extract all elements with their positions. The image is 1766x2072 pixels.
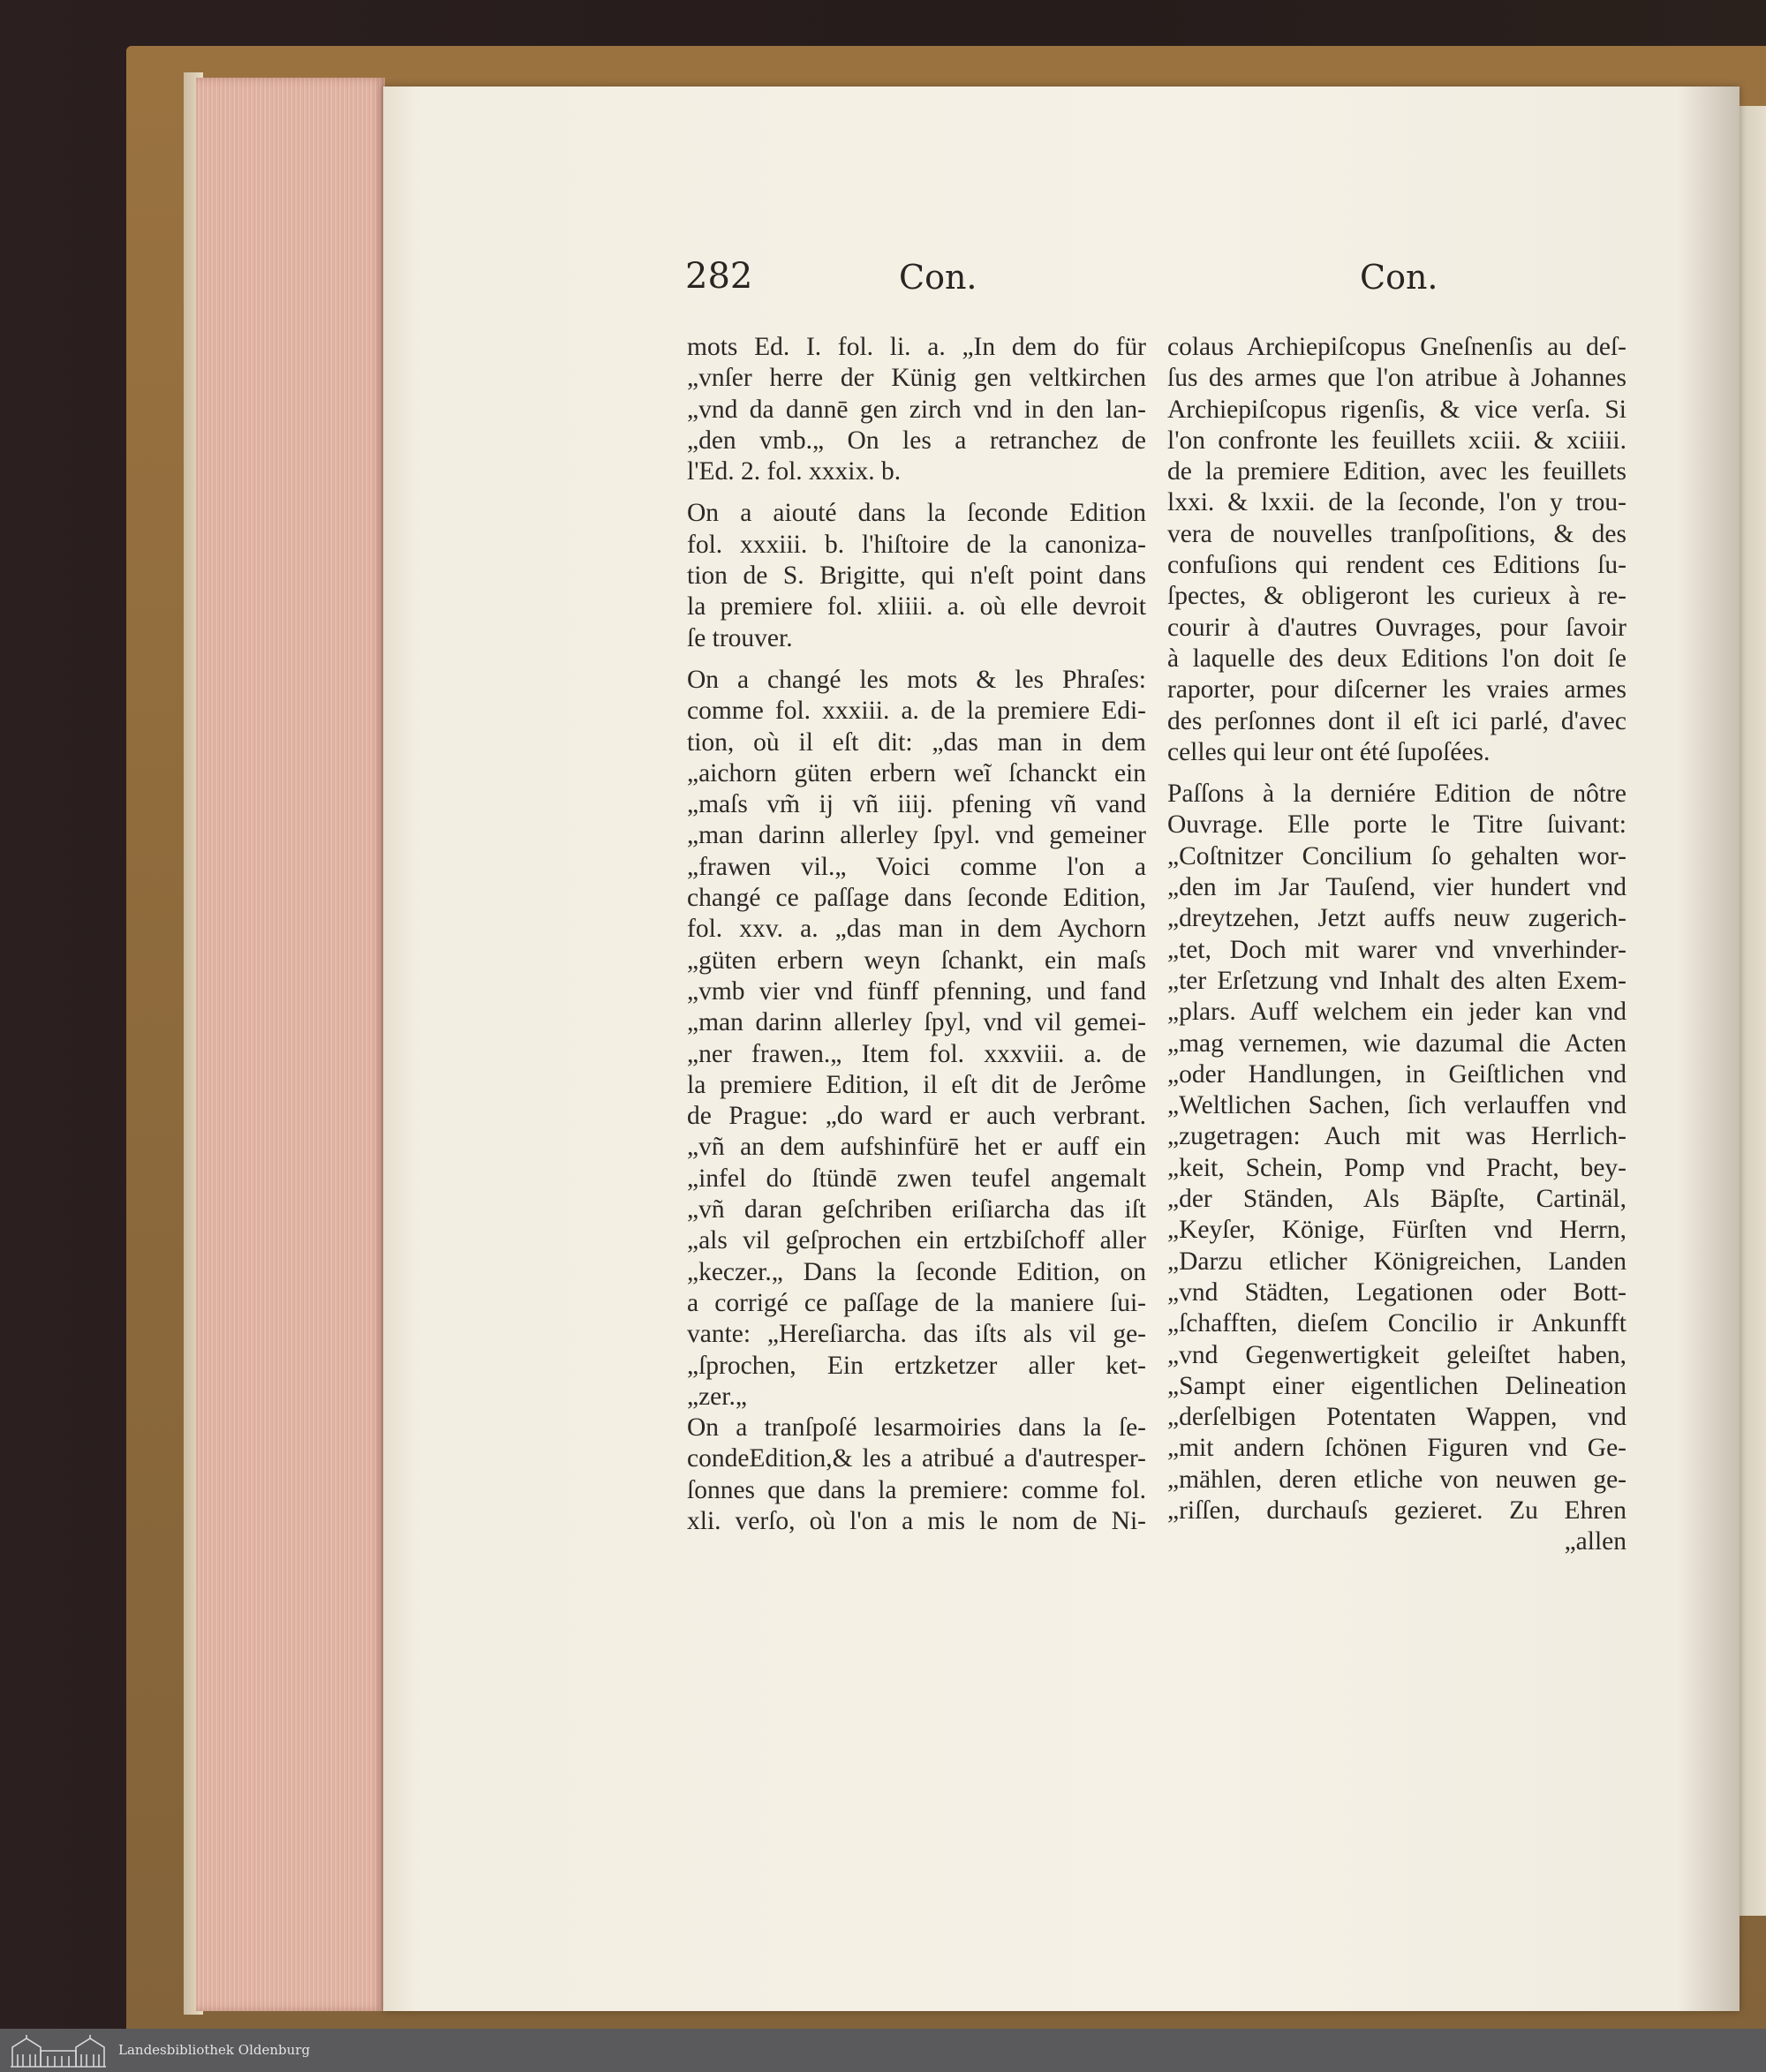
text-line: „vñ daran geſchriben eriſiarcha das iſt: [687, 1195, 1146, 1224]
text-line: „Weltlichen Sachen, ſich verlauffen vnd: [1167, 1091, 1626, 1120]
text-line: à laquelle des deux Editions l'on doit ſe: [1167, 644, 1626, 673]
text-line: „mit andern ſchönen Figuren vnd Ge-: [1167, 1434, 1626, 1463]
text-line: „plars. Auff welchem ein jeder kan vnd: [1167, 998, 1626, 1027]
text-line: tion de S. Brigitte, qui n'eſt point dans: [687, 561, 1146, 591]
text-line: „ſprochen, Ein ertzketzer aller ket-: [687, 1351, 1146, 1380]
text-line: vera de nouvelles tranſpoſitions, & des: [1167, 519, 1626, 548]
footer-bar: [0, 2029, 1766, 2072]
text-line: fol. xxxiii. b. l'hiſtoire de la canoniza-: [687, 530, 1146, 559]
text-line: „ſchafften, dieſem Concilio ir Ankunfft: [1167, 1309, 1626, 1338]
text-line: xli. verſo, où l'on a mis le nom de Ni-: [687, 1506, 1146, 1535]
text-line: „keczer.„ Dans la ſeconde Edition, on: [687, 1257, 1146, 1286]
text-line: „mag vernemen, wie dazumal die Acten: [1167, 1028, 1626, 1058]
text-line: vante: „Hereſiarcha. das iſts als vil ge-: [687, 1320, 1146, 1349]
text-line: ſpectes, & obligeront les curieux à re-: [1167, 582, 1626, 611]
text-line: raporter, pour diſcerner les vraies armes: [1167, 675, 1626, 704]
text-line: condeEdition,& les a atribué a d'autresper-: [687, 1444, 1146, 1473]
text-line: de Prague: „do ward er auch verbrant.: [687, 1102, 1146, 1131]
text-line: Paſſons à la derniére Edition de nôtre: [1167, 780, 1626, 809]
text-line: „dreytzehen, Jetzt auffs neuw zugerich-: [1167, 904, 1626, 933]
text-line: „den im Jar Tauſend, vier hundert vnd: [1167, 873, 1626, 902]
running-head-right: Con.: [1360, 258, 1438, 297]
text-column-left: [687, 332, 1146, 1537]
text-line: On a aiouté dans la ſeconde Edition: [687, 499, 1146, 528]
text-line: „vnd Gegenwertigkeit geleiſtet haben,: [1167, 1340, 1626, 1369]
catchword: „allen: [1564, 1527, 1626, 1556]
text-line: „zer.„: [687, 1382, 747, 1411]
text-line: „vnd Städten, Legationen oder Bott-: [1167, 1277, 1626, 1307]
text-line: changé ce paſſage dans ſeconde Edition,: [687, 884, 1146, 913]
text-line: des perſonnes dont il eſt ici parlé, d'avec: [1167, 706, 1626, 735]
text-line: „Coſtnitzer Concilium ſo gehalten wor-: [1167, 841, 1626, 870]
text-line: colaus Archiepiſcopus Gneſnenſis au deſ-: [1167, 333, 1626, 361]
text-line: a corrigé ce paſſage de la maniere ſui-: [687, 1288, 1146, 1317]
text-line: „ner frawen.„ Item fol. xxxviii. a. de: [687, 1039, 1146, 1068]
text-line: „tet, Doch mit warer vnd vnverhinder-: [1167, 935, 1626, 964]
text-line: „güten erbern weyn ſchankt, ein maſs: [687, 946, 1146, 975]
paragraph-gap: [687, 487, 1146, 498]
text-line: „vñ an dem aufshinfürē het er auff ein: [687, 1133, 1146, 1162]
text-line: Ouvrage. Elle porte le Titre ſuivant:: [1167, 810, 1626, 840]
running-head-left: Con.: [899, 258, 977, 297]
text-line: l'on confronte les feuillets xciii. & xciiii.: [1167, 426, 1626, 455]
paragraph-gap: [1167, 768, 1626, 779]
text-line: „vmb vier vnd fünff pfenning, und fand: [687, 976, 1146, 1006]
text-line: „Darzu etlicher Königreichen, Landen: [1167, 1247, 1626, 1276]
text-line: „man darinn allerley ſpyl, vnd vil gemei-: [687, 1008, 1146, 1037]
text-line: „man darinn allerley ſpyl. vnd gemeiner: [687, 821, 1146, 850]
library-name: Landesbibliothek Oldenburg: [118, 2042, 311, 2058]
text-line: „der Ständen, Als Bäpſte, Cartinäl,: [1167, 1185, 1626, 1214]
text-line: „derſelbigen Potentaten Wappen, vnd: [1167, 1403, 1626, 1432]
library-building-icon: [9, 2033, 108, 2068]
text-line: la premiere Edition, il eſt dit de Jerôme: [687, 1070, 1146, 1099]
text-line: „maſs vm̃ ij vñ iiij. pfening vñ vand: [687, 790, 1146, 819]
text-line: comme fol. xxxiii. a. de la premiere Edi-: [687, 697, 1146, 726]
page-stack-red-edge: [196, 78, 385, 2011]
text-line: „oder Handlungen, in Geiſtlichen vnd: [1167, 1059, 1626, 1089]
text-line: On a changé les mots & les Phraſes:: [687, 665, 1146, 694]
text-line: „infel do ſtündē zwen teufel angemalt: [687, 1164, 1146, 1193]
text-line: mots Ed. I. fol. li. a. „In dem do für: [687, 333, 1146, 361]
text-line: celles qui leur ont été ſupoſées.: [1167, 737, 1491, 766]
text-line: de la premiere Edition, avec les feuillets: [1167, 457, 1626, 486]
text-line: tion, où il eſt dit: „das man in dem: [687, 727, 1146, 757]
text-line: la premiere fol. xliiii. a. où elle devroit: [687, 592, 1146, 622]
text-line: „vnd da dannē gen zirch vnd in den lan-: [687, 395, 1146, 424]
text-line: ſe trouver.: [687, 623, 793, 652]
text-line: „zugetragen: Auch mit was Herrlich-: [1167, 1122, 1626, 1151]
text-column-right: [1167, 332, 1626, 1558]
text-line: courir à d'autres Ouvrages, pour ſavoir: [1167, 613, 1626, 642]
text-line: fol. xxv. a. „das man in dem Aychorn: [687, 915, 1146, 944]
gutter-shadow: [1678, 87, 1740, 2011]
text-line: „ter Erſetzung vnd Inhalt des alten Exem-: [1167, 966, 1626, 995]
text-line: Archiepiſcopus rigenſis, & vice verſa. Si: [1167, 395, 1626, 424]
text-line: „Sampt einer eigentlichen Delineation: [1167, 1371, 1626, 1400]
paragraph-gap: [687, 654, 1146, 665]
page-number: 282: [685, 256, 753, 297]
text-line: „Keyſer, Könige, Fürſten vnd Herrn,: [1167, 1216, 1626, 1245]
text-line: On a tranſpoſé lesarmoiries dans la ſe-: [687, 1413, 1146, 1443]
text-line: „vnſer herre der Künig gen veltkirchen: [687, 364, 1146, 393]
text-line: ſus des armes que l'on atribue à Johannes: [1167, 364, 1626, 393]
text-line: „riſſen, durchauſs gezieret. Zu Ehren: [1167, 1496, 1626, 1525]
text-line: confuſions qui rendent ces Editions ſu-: [1167, 551, 1626, 580]
text-line: „frawen vil.„ Voici comme l'on a: [687, 852, 1146, 881]
text-line: „keit, Schein, Pomp vnd Pracht, bey-: [1167, 1153, 1626, 1182]
text-line: ſonnes que dans la premiere: comme fol.: [687, 1475, 1146, 1504]
text-line: „mählen, deren etliche von neuwen ge-: [1167, 1465, 1626, 1494]
text-line: „aichorn güten erbern weĩ ſchanckt ein: [687, 758, 1146, 787]
text-line: „den vmb.„ On les a retranchez de: [687, 426, 1146, 455]
text-line: l'Ed. 2. fol. xxxix. b.: [687, 457, 902, 486]
text-line: „als vil geſprochen ein ertzbiſchoff aller: [687, 1226, 1146, 1255]
text-line: lxxi. & lxxii. de la ſeconde, l'on y trou-: [1167, 488, 1626, 517]
